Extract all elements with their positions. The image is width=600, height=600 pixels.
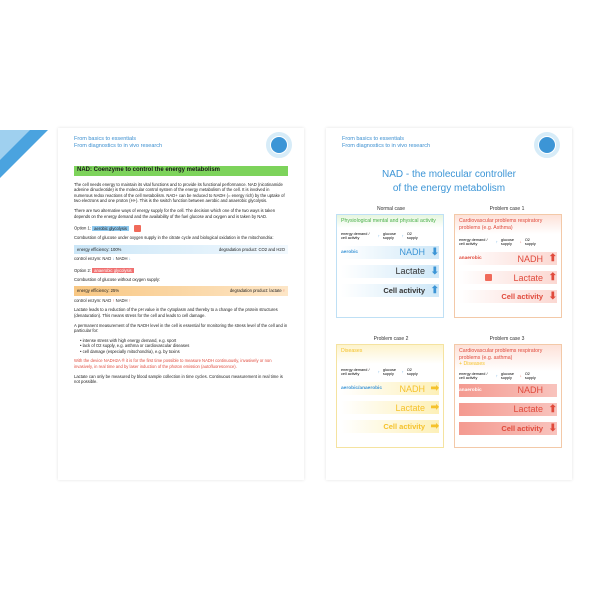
arrow-up-icon: ↑ [112,297,115,303]
aerobic-anaerobic-label: aerobic/anaerobic [341,386,383,391]
nadh-label: NADH [399,247,425,257]
search-icon [134,225,141,232]
lactate-row [341,265,439,278]
energy-demand-label: energy demand / cell activity [459,238,488,246]
option-2-efficiency: energy efficiency: 25% [77,288,120,294]
o2-label: O2 supply [524,238,536,246]
problem-case-2-label: Problem case 2 [373,336,409,342]
section-title: NAD: Coenzyme to control the energy metabolism [74,166,288,176]
anaerobic-label: anaerobic [459,256,482,261]
intro-paragraph: The cell needs energy to maintain its vital functions and to provide its functional performance. NAD (nicotinamide adenine dinucleotide) is the molecular control system of the energy metabolism of the cell. It is involved in numerous redox reactions of the cell metabolism. NAD+ can be reduced to NADH (= energy rich) by the uptake of two electrons and one proton (H+). This is the switch function between aerobic and anaerobic glycolysis. [74,181,285,204]
arrow-down-icon: ⬇ [548,422,557,434]
option-2-degradation: degradation product: lactate [229,288,282,294]
cell-activity-row [459,422,557,435]
arrow-up-icon: ↑ [282,288,285,294]
normal-case-label: Normal case [376,206,406,212]
panel-heading [455,345,561,371]
o2-label: O2 supply [406,231,418,240]
arrow-down-icon: ↓ [128,256,131,262]
glucose-label: glucose supply [382,368,396,376]
option-1-efficiency-bar [74,245,288,255]
option-1-heading [74,225,288,232]
lactate-label: Lactate [513,404,543,414]
lactate-label: Lactate [395,402,425,413]
option-1-prefix: Option 1: [74,225,91,231]
option-1-description: Combustion of glucose under oxygen supply in the citrate cycle and biological oxidation in the mitochondria: [74,235,274,241]
problem-case-3-panel [454,344,562,448]
option-2-name: anaerobic glycolysis [94,267,132,273]
option-2-efficiency-bar [74,286,288,296]
measurement-paragraph: A permanent measurement of the NADH level in the cell is essential for monitoring the stress level of the cell and in particular for: [74,322,288,334]
header-line-2: From diagnostics to in vivo research [342,143,431,149]
page-title [326,168,572,196]
arrow-up-icon: ↑ [378,233,380,238]
arrow-up-icon: ↑ [378,370,380,374]
cell-activity-row [341,284,439,297]
problem-case-3-label: Problem case 3 [489,336,525,342]
lactate-label: Lactate [395,266,425,276]
cell-activity-row [341,420,439,433]
nadh-row [459,252,557,265]
list-item: • lack of O2 supply, e.g. asthma or cardiovascular diseases [80,343,190,349]
corner-accent-light [0,130,30,160]
lactate-paragraph: Lactate leads to a reduction of the pH value in the cytoplasm and thereby to a change of the protein structures (denaturation). This means stress for the cell and leads to cell damage. [74,307,278,318]
o2-label: O2 supply [524,371,536,380]
option-2-description: Combustion of glucose without oxygen supply: [74,276,161,282]
arrow-up-icon: ⬆ [548,253,557,264]
option-2-nadh: NADH [115,297,128,303]
lactate-row [459,271,557,284]
arrow-down-icon: ⬇ [430,246,439,258]
header-line-1: From basics to essentials [74,136,137,142]
arrow-up-icon: ↑ [401,233,404,238]
left-page [58,128,304,480]
nadh-row [459,384,557,397]
arrow-down-icon: ⬇ [548,291,557,302]
right-page [326,128,572,480]
panel-subheading: + Diseases [459,361,485,367]
page-header [74,136,162,150]
arrow-up-icon: ↑ [401,370,404,374]
header-line-2: From diagnostics to in vivo research [74,143,163,149]
search-icon [485,274,492,281]
option-1-degradation: degradation product: CO2 and H2O [218,246,285,252]
option-2-control-label: control enzym: NAD [74,297,112,303]
option-2-prefix: Option 2: [74,267,91,273]
device-paragraph: With the device NADH2A ® it is for the first time possible to measure NADH continuously, invasively or non invasively, in real time and by laser induction of the photon emission (autofluorescence). [74,358,272,370]
title-line-1: NAD - the molecular controller [382,169,516,180]
logo-icon [271,137,287,153]
arrow-right-icon: ➡ [430,402,439,413]
page-header [342,136,430,150]
supply-row [455,238,561,246]
arrow-right-icon: ➡ [430,421,439,432]
anaerobic-label: anaerobic [459,387,482,393]
energy-demand-label: energy demand / cell activity [459,371,488,380]
energy-demand-label: energy demand / cell activity [341,231,370,240]
list-item: • cell damage (especially mitochondria), e.g. by toxins [80,348,180,354]
arrow-up-icon: ⬆ [548,403,557,415]
nadh-row [341,246,439,259]
alternatives-paragraph: There are two alternative ways of energy supply for the cell. The decision which one of the two ways is taken depends on the energy demand and the availability of the fuel glucose and oxygen and is taken by NAD. [74,207,276,219]
nadh-label: NADH [517,253,543,264]
arrow-down-icon: ⬇ [430,265,439,277]
nadh-label: NADH [399,383,425,394]
arrow-down-icon: ↓ [112,256,115,262]
closing-paragraph: Lactate can only be measured by blood sample collection in time cycles. Continuous measurement in real time is not possible. [74,373,283,385]
arrow-down-icon: ↓ [519,240,522,244]
supply-row [455,372,561,380]
option-1-control-label: control enzym: NAD [74,256,112,262]
left-body [74,166,288,389]
option-1-control [74,256,288,262]
cell-activity-label: Cell activity [383,422,425,431]
panel-heading: Cardiovascular problems respiratory problems (e.g. Asthma) [455,215,561,234]
lactate-row [459,403,557,416]
cell-activity-label: Cell activity [501,292,543,301]
glucose-label: glucose supply [500,238,514,246]
option-1-nadh: NADH [115,256,128,262]
arrow-up-icon: ⬆ [548,272,557,283]
problem-case-1-panel [454,214,562,318]
title-line-2: of the energy metabolism [392,183,506,194]
option-2-control [74,298,288,304]
supply-row [337,232,443,240]
arrow-up-icon: ⬆ [430,284,439,296]
option-1-name: aerobic glycolysis [94,225,127,231]
lactate-label: Lactate [513,272,543,283]
problem-case-1-label: Problem case 1 [489,206,525,212]
panel-heading: Diseases [337,345,443,364]
list-item: • intense stress with high energy demand, e.g. sport [80,337,177,343]
arrow-up-icon: ↑ [496,240,498,244]
aerobic-label: aerobic [341,249,359,255]
arrow-up-icon: ↑ [128,297,131,303]
lactate-row [341,401,439,414]
o2-label: O2 supply [406,368,418,376]
supply-row [337,368,443,376]
cell-activity-row [459,290,557,303]
arrow-down-icon: ↓ [519,373,522,378]
option-1-efficiency: energy efficiency: 100% [77,246,122,252]
glucose-label: glucose supply [382,231,396,240]
option-2-heading [74,268,288,274]
logo-icon [539,137,555,153]
nadh-row [341,382,439,395]
cell-activity-label: Cell activity [501,423,543,433]
panel-heading-text: Cardiovascular problems respiratory problems (e.g. asthma) [459,348,543,361]
nadh-label: NADH [517,385,543,395]
header-line-1: From basics to essentials [342,136,405,142]
arrow-right-icon: ➡ [430,383,439,394]
cell-activity-label: Cell activity [383,285,425,295]
energy-demand-label: energy demand / cell activity [341,368,370,376]
arrow-up-icon: ↑ [496,373,498,378]
panel-heading: Physiological mental and physical activity [337,215,443,228]
use-case-list [74,338,288,355]
glucose-label: glucose supply [500,371,514,380]
normal-case-panel [336,214,444,318]
problem-case-2-panel [336,344,444,448]
